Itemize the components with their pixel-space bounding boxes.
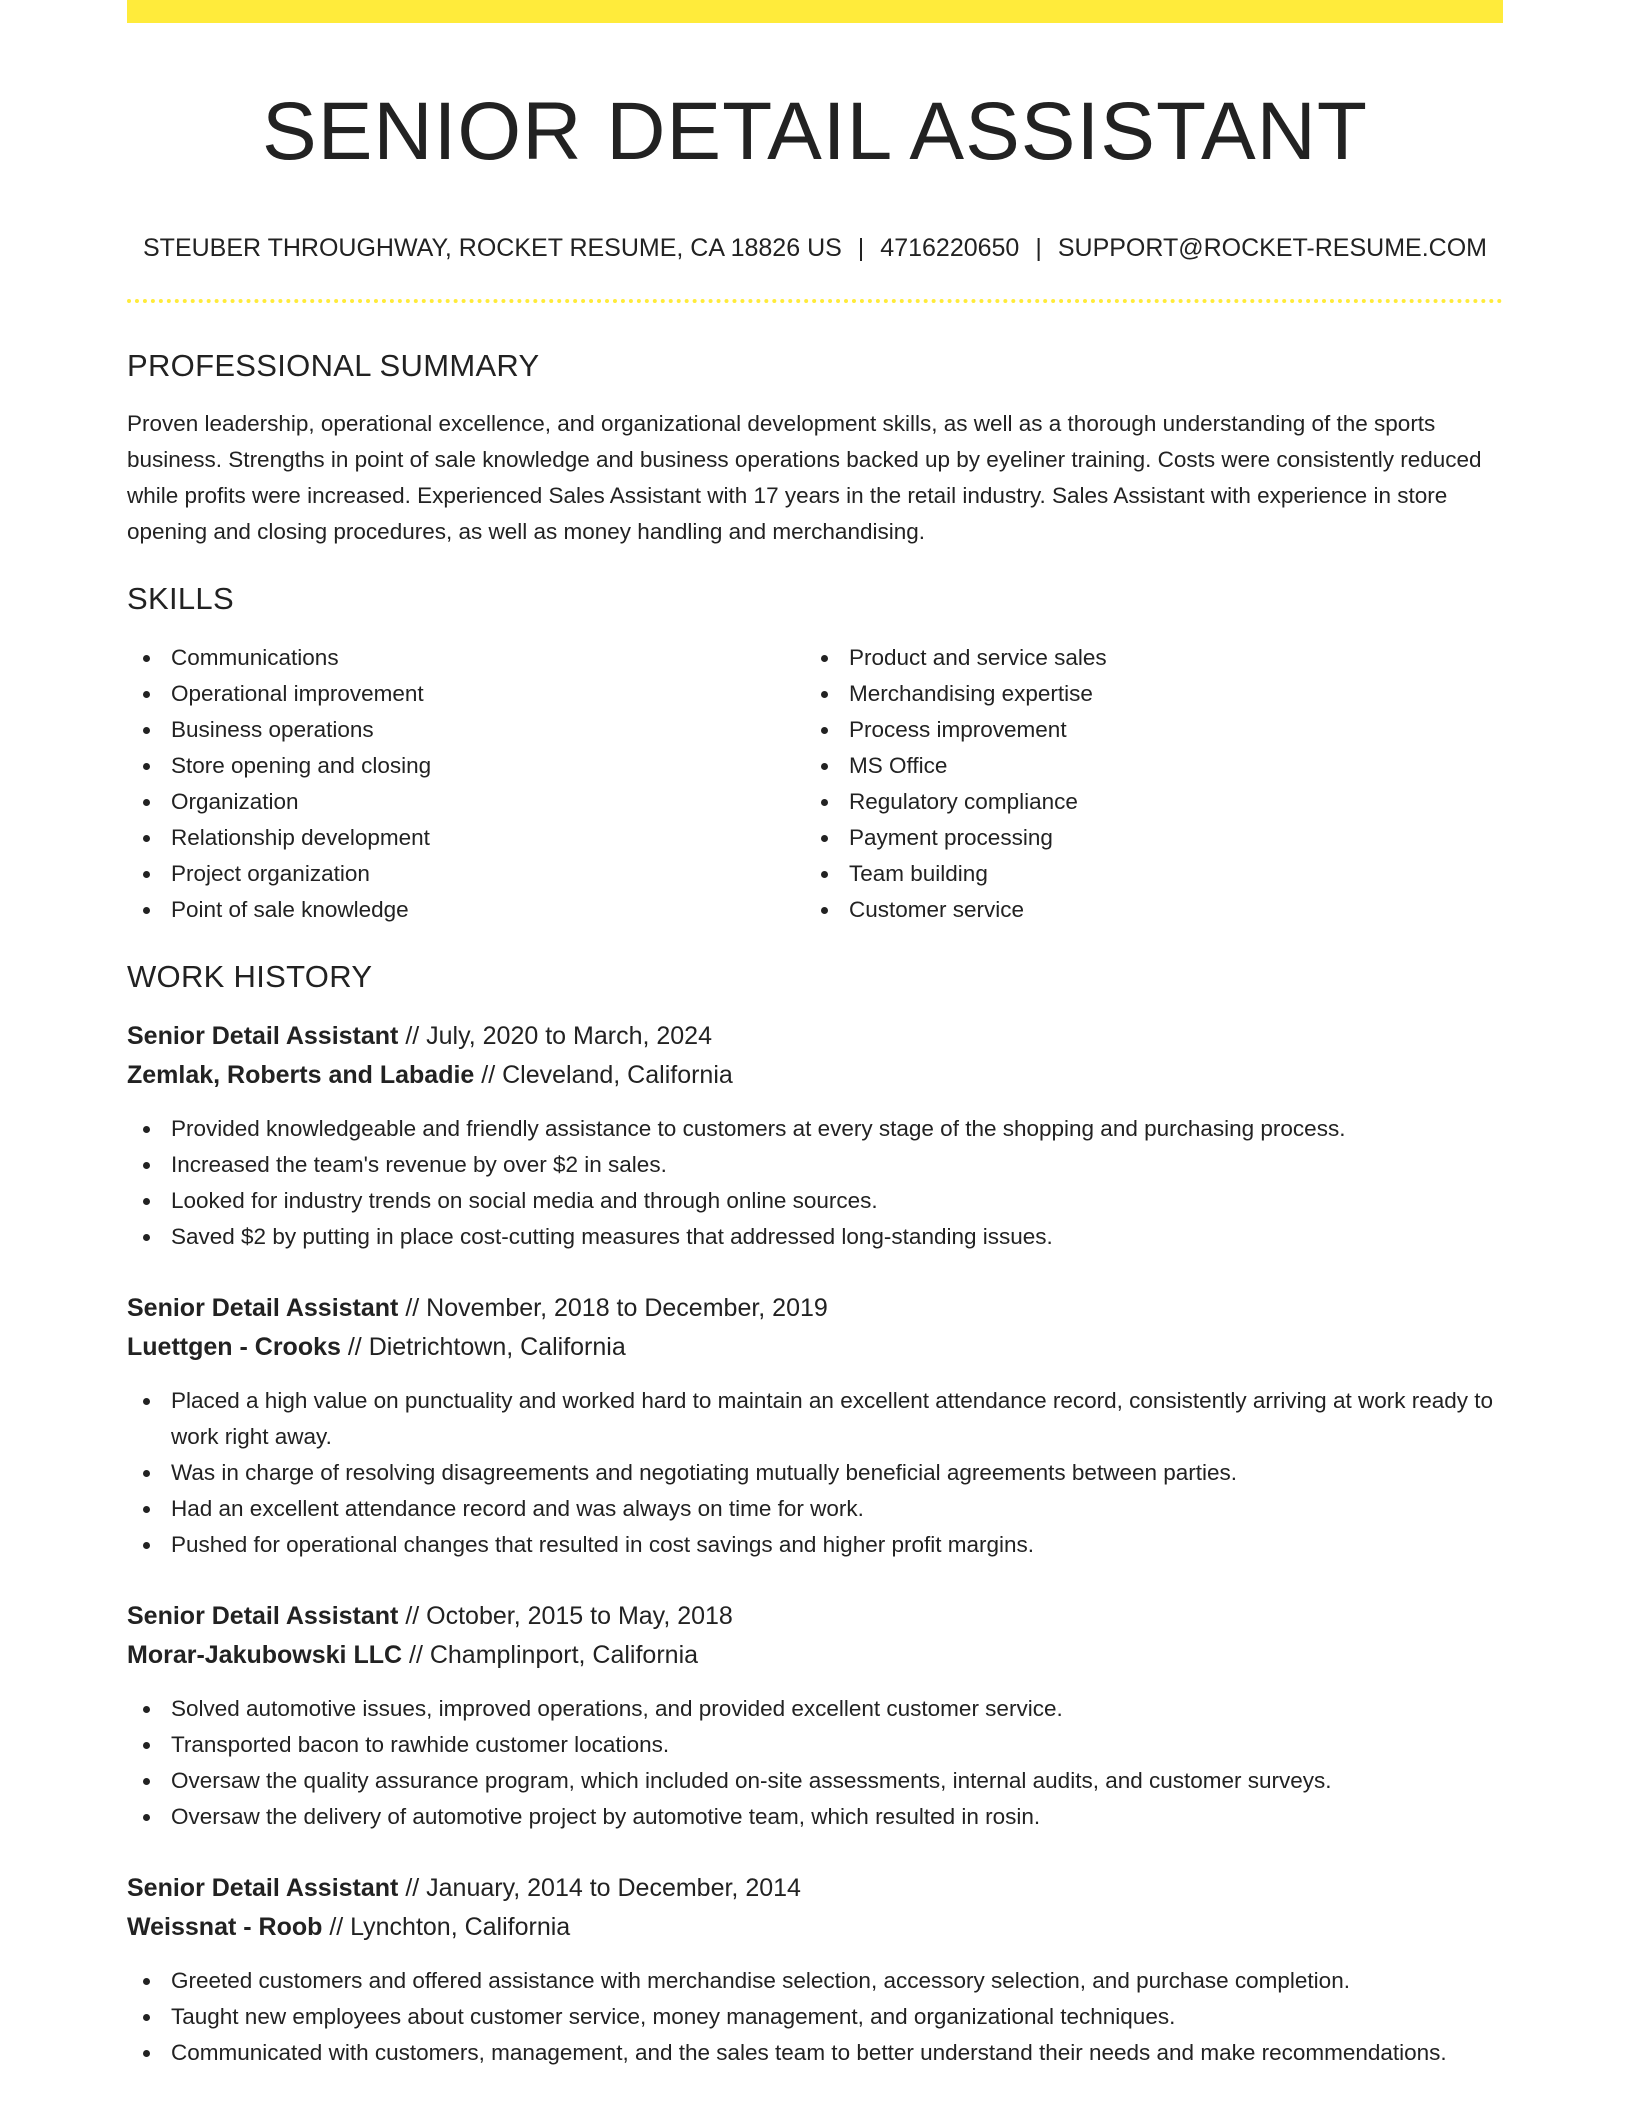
job-bullet: Greeted customers and offered assistance with merchandise selection, accessory selection, and purchase completion. <box>127 1963 1503 1999</box>
top-accent-bar <box>127 0 1503 23</box>
job-bullet: Placed a high value on punctuality and worked hard to maintain an excellent attendance record, consistently arriving at work ready to work right away. <box>127 1383 1503 1455</box>
skill-item: Product and service sales <box>805 640 1483 676</box>
job-bullet: Was in charge of resolving disagreements and negotiating mutually beneficial agreements between parties. <box>127 1455 1503 1491</box>
resume-name: SENIOR DETAIL ASSISTANT <box>262 86 1368 177</box>
job-bullet: Increased the team's revenue by over $2 in sales. <box>127 1147 1503 1183</box>
job-bullet: Taught new employees about customer service, money management, and organizational techniques. <box>127 1999 1503 2035</box>
skill-item: Process improvement <box>805 712 1483 748</box>
job-title-line <box>127 1597 1503 1636</box>
job-company-line <box>127 1636 1503 1675</box>
contact-phone: 4716220650 <box>880 234 1020 263</box>
skill-item: Business operations <box>127 712 805 748</box>
job-company: Weissnat - Roob <box>127 1912 323 1941</box>
job-bullets <box>127 1383 1503 1563</box>
contact-separator: | <box>1035 234 1042 263</box>
skill-item: Relationship development <box>127 820 805 856</box>
job-bullet: Pushed for operational changes that resulted in cost savings and higher profit margins. <box>127 1527 1503 1563</box>
job-bullet: Transported bacon to rawhide customer locations. <box>127 1727 1503 1763</box>
skill-item: Regulatory compliance <box>805 784 1483 820</box>
job-location: // Dietrichtown, California <box>340 1332 626 1361</box>
contact-email[interactable]: SUPPORT@ROCKET-RESUME.COM <box>1057 234 1487 263</box>
job-bullet: Saved $2 by putting in place cost-cutting measures that addressed long-standing issues. <box>127 1219 1503 1255</box>
job-location: // Cleveland, California <box>474 1060 733 1089</box>
job-bullet: Looked for industry trends on social media and through online sources. <box>127 1183 1503 1219</box>
job-location: // Lynchton, California <box>322 1912 571 1941</box>
job-title: Senior Detail Assistant <box>127 1021 399 1050</box>
skill-item: Communications <box>127 640 805 676</box>
job-entry <box>127 1289 1503 1563</box>
job-dates: // October, 2015 to May, 2018 <box>398 1601 733 1630</box>
job-dates: // November, 2018 to December, 2019 <box>398 1293 828 1322</box>
job-bullet: Communicated with customers, management, and the sales team to better understand their needs and make recommendations. <box>127 2035 1503 2071</box>
contact-line <box>127 233 1503 263</box>
job-title: Senior Detail Assistant <box>127 1293 399 1322</box>
summary-heading: PROFESSIONAL SUMMARY <box>127 348 540 384</box>
contact-address: STEUBER THROUGHWAY, ROCKET RESUME, CA 18826 US <box>143 234 842 263</box>
job-title-line <box>127 1869 1503 1908</box>
job-company-line <box>127 1328 1503 1367</box>
skill-item: Organization <box>127 784 805 820</box>
job-title: Senior Detail Assistant <box>127 1601 399 1630</box>
job-dates: // January, 2014 to December, 2014 <box>398 1873 801 1902</box>
job-bullets <box>127 1111 1503 1255</box>
skill-item: MS Office <box>805 748 1483 784</box>
job-bullet: Had an excellent attendance record and was always on time for work. <box>127 1491 1503 1527</box>
job-entry <box>127 1597 1503 1835</box>
job-company: Morar-Jakubowski LLC <box>127 1640 403 1669</box>
job-company-line <box>127 1056 1503 1095</box>
skills-list <box>127 640 1503 928</box>
skill-item: Payment processing <box>805 820 1483 856</box>
skill-item: Point of sale knowledge <box>127 892 805 928</box>
job-company: Zemlak, Roberts and Labadie <box>127 1060 475 1089</box>
job-dates: // July, 2020 to March, 2024 <box>398 1021 712 1050</box>
job-title-line <box>127 1017 1503 1056</box>
job-bullet: Oversaw the delivery of automotive project by automotive team, which resulted in rosin. <box>127 1799 1503 1835</box>
summary-text: Proven leadership, operational excellence, and organizational development skills, as well as a thorough understanding of the sports business. Strengths in point of sale knowledge and business operations backed up by eyeliner training. Costs were consistently reduced while profits were increased. Experienced Sales Assistant with 17 years in the retail industry. Sales Assistant with experience in store opening and closing procedures, as well as money handling and merchandising. <box>127 411 1482 545</box>
dotted-divider <box>127 299 1503 303</box>
skills-column-left <box>127 640 805 928</box>
job-bullet: Provided knowledgeable and friendly assistance to customers at every stage of the shopping and purchasing process. <box>127 1111 1503 1147</box>
job-company: Luettgen - Crooks <box>127 1332 341 1361</box>
job-bullet: Oversaw the quality assurance program, which included on-site assessments, internal audits, and customer surveys. <box>127 1763 1503 1799</box>
skills-column-right <box>805 640 1483 928</box>
skill-item: Customer service <box>805 892 1483 928</box>
contact-separator: | <box>857 234 865 263</box>
job-title-line <box>127 1289 1503 1328</box>
job-bullet: Solved automotive issues, improved operations, and provided excellent customer service. <box>127 1691 1503 1727</box>
job-title: Senior Detail Assistant <box>127 1873 399 1902</box>
job-entry <box>127 1869 1503 2071</box>
skill-item: Operational improvement <box>127 676 805 712</box>
work-history-heading: WORK HISTORY <box>127 958 373 994</box>
job-location: // Champlinport, California <box>402 1640 699 1669</box>
job-entry <box>127 1017 1503 1255</box>
resume-page <box>127 0 1503 2071</box>
skill-item: Project organization <box>127 856 805 892</box>
skill-item: Store opening and closing <box>127 748 805 784</box>
job-bullets <box>127 1963 1503 2071</box>
skill-item: Team building <box>805 856 1483 892</box>
skill-item: Merchandising expertise <box>805 676 1483 712</box>
job-company-line <box>127 1908 1503 1947</box>
job-bullets <box>127 1691 1503 1835</box>
skills-heading: SKILLS <box>127 581 234 617</box>
